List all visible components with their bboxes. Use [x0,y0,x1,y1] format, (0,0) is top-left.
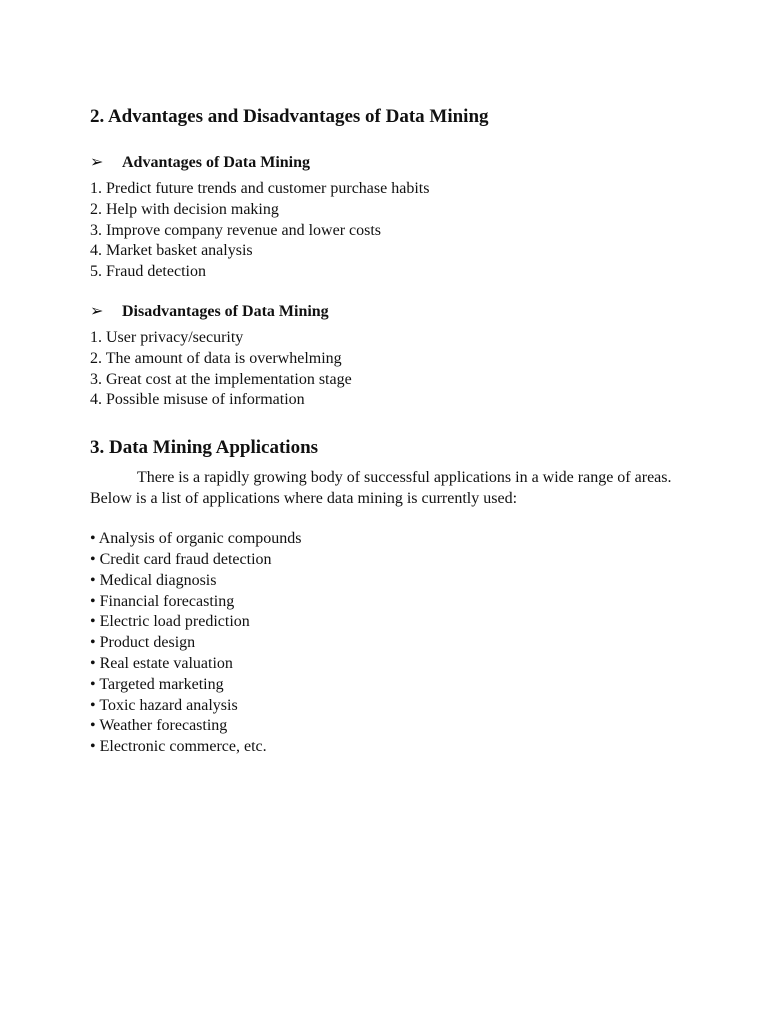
list-item: • Medical diagnosis [90,571,217,589]
section-title-advantages-disadvantages: 2. Advantages and Disadvantages of Data Mining [90,106,489,127]
list-item: • Credit card fraud detection [90,550,272,568]
subheading-disadvantages [90,300,690,324]
list-item: • Financial forecasting [90,592,235,610]
list-item: • Analysis of organic compounds [90,530,302,548]
list-item: • Targeted marketing [90,675,224,693]
arrow-bullet-icon: ➢ [90,154,104,171]
section-title-applications: 3. Data Mining Applications [90,437,319,459]
subheading-advantages [90,151,690,175]
list-item: 1. Predict future trends and customer purchase habits [90,180,430,197]
advantages-list [90,179,690,283]
list-item: • Real estate valuation [90,654,233,672]
list-item: 4. Market basket analysis [90,242,253,260]
list-item: 1. User privacy/security [90,328,244,346]
disadvantages-list [90,328,690,411]
subheading-advantages-label: Advantages of Data Mining [122,154,311,171]
applications-intro-paragraph: There is a rapidly growing body of successful applications in a wide range of areas. Below is a list of applications where data mining is currently used: [90,469,672,508]
list-item: • Toxic hazard analysis [90,696,238,714]
subheading-disadvantages-label: Disadvantages of Data Mining [122,302,329,320]
list-item: 2. The amount of data is overwhelming [90,349,342,367]
list-item: 4. Possible misuse of information [90,391,305,409]
list-item: • Electronic commerce, etc. [90,738,267,756]
list-item: 2. Help with decision making [90,200,279,218]
arrow-bullet-icon: ➢ [90,302,104,320]
list-item: • Electric load prediction [90,613,250,631]
document-page [90,103,690,758]
list-item: • Weather forecasting [90,717,228,735]
list-item: • Product design [90,634,196,652]
list-item: 5. Fraud detection [90,263,206,281]
list-item: 3. Improve company revenue and lower costs [90,221,382,239]
list-item: 3. Great cost at the implementation stage [90,370,352,388]
applications-list [90,529,690,758]
